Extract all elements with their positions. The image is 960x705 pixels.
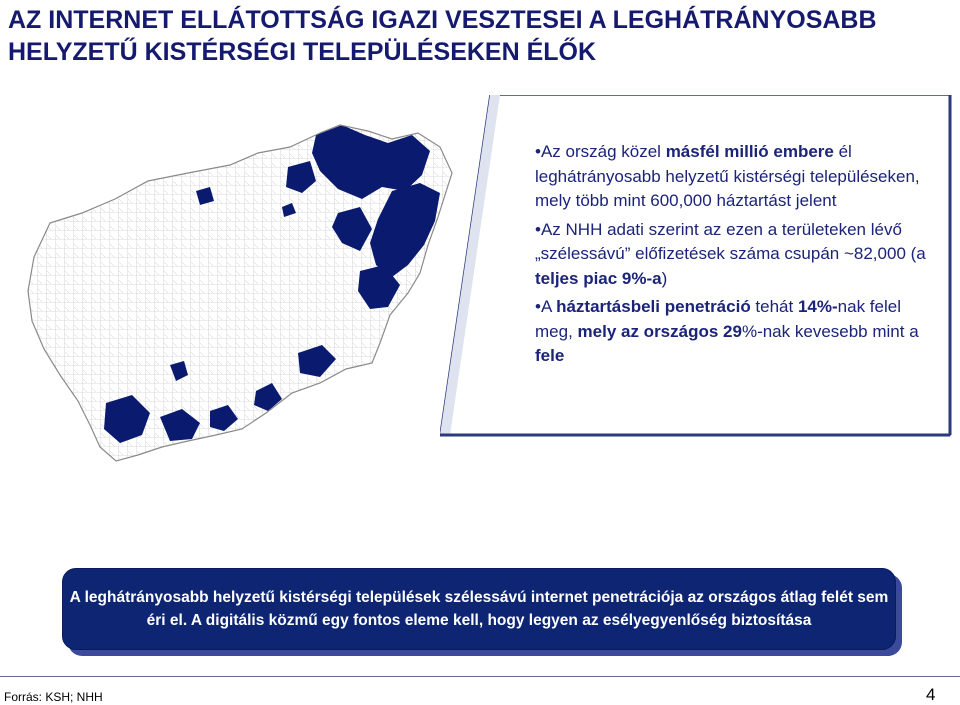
banner-text: A leghátrányosabb helyzetű kistérségi települések szélessávú internet penetrációja az országos átlag felét sem éri el. A digitális közmű egy fontos eleme kell, hogy legyen az esélyegyenlőség biztosítása	[69, 589, 889, 629]
conclusion-banner	[62, 568, 896, 650]
source-note: Forrás: KSH; NHH	[4, 690, 103, 704]
bullet-item: •A háztartásbeli penetráció tehát 14%-nak felel meg, mely az országos 29%-nak kevesebb mint a fele	[535, 297, 919, 365]
page-number: 4	[926, 685, 936, 704]
bullet-list	[535, 140, 935, 373]
bullet-item: •Az NHH adati szerint az ezen a területeken lévő „szélessávú” előfizetések száma csupán ~82,000 (a teljes piac 9%-a)	[535, 219, 926, 288]
footer-divider	[0, 676, 960, 677]
bullet-item: •Az ország közel másfél millió embere él leghátrányosabb helyzetű kistérségi településeken, mely több mint 600,000 háztartást jelent	[535, 142, 920, 210]
slide-title: AZ INTERNET ELLÁTOTTSÁG IGAZI VESZTESEI A LEGHÁTRÁNYOSABB HELYZETŰ KISTÉRSÉGI TELEPÜLÉSEKEN ÉLŐK	[8, 6, 877, 66]
